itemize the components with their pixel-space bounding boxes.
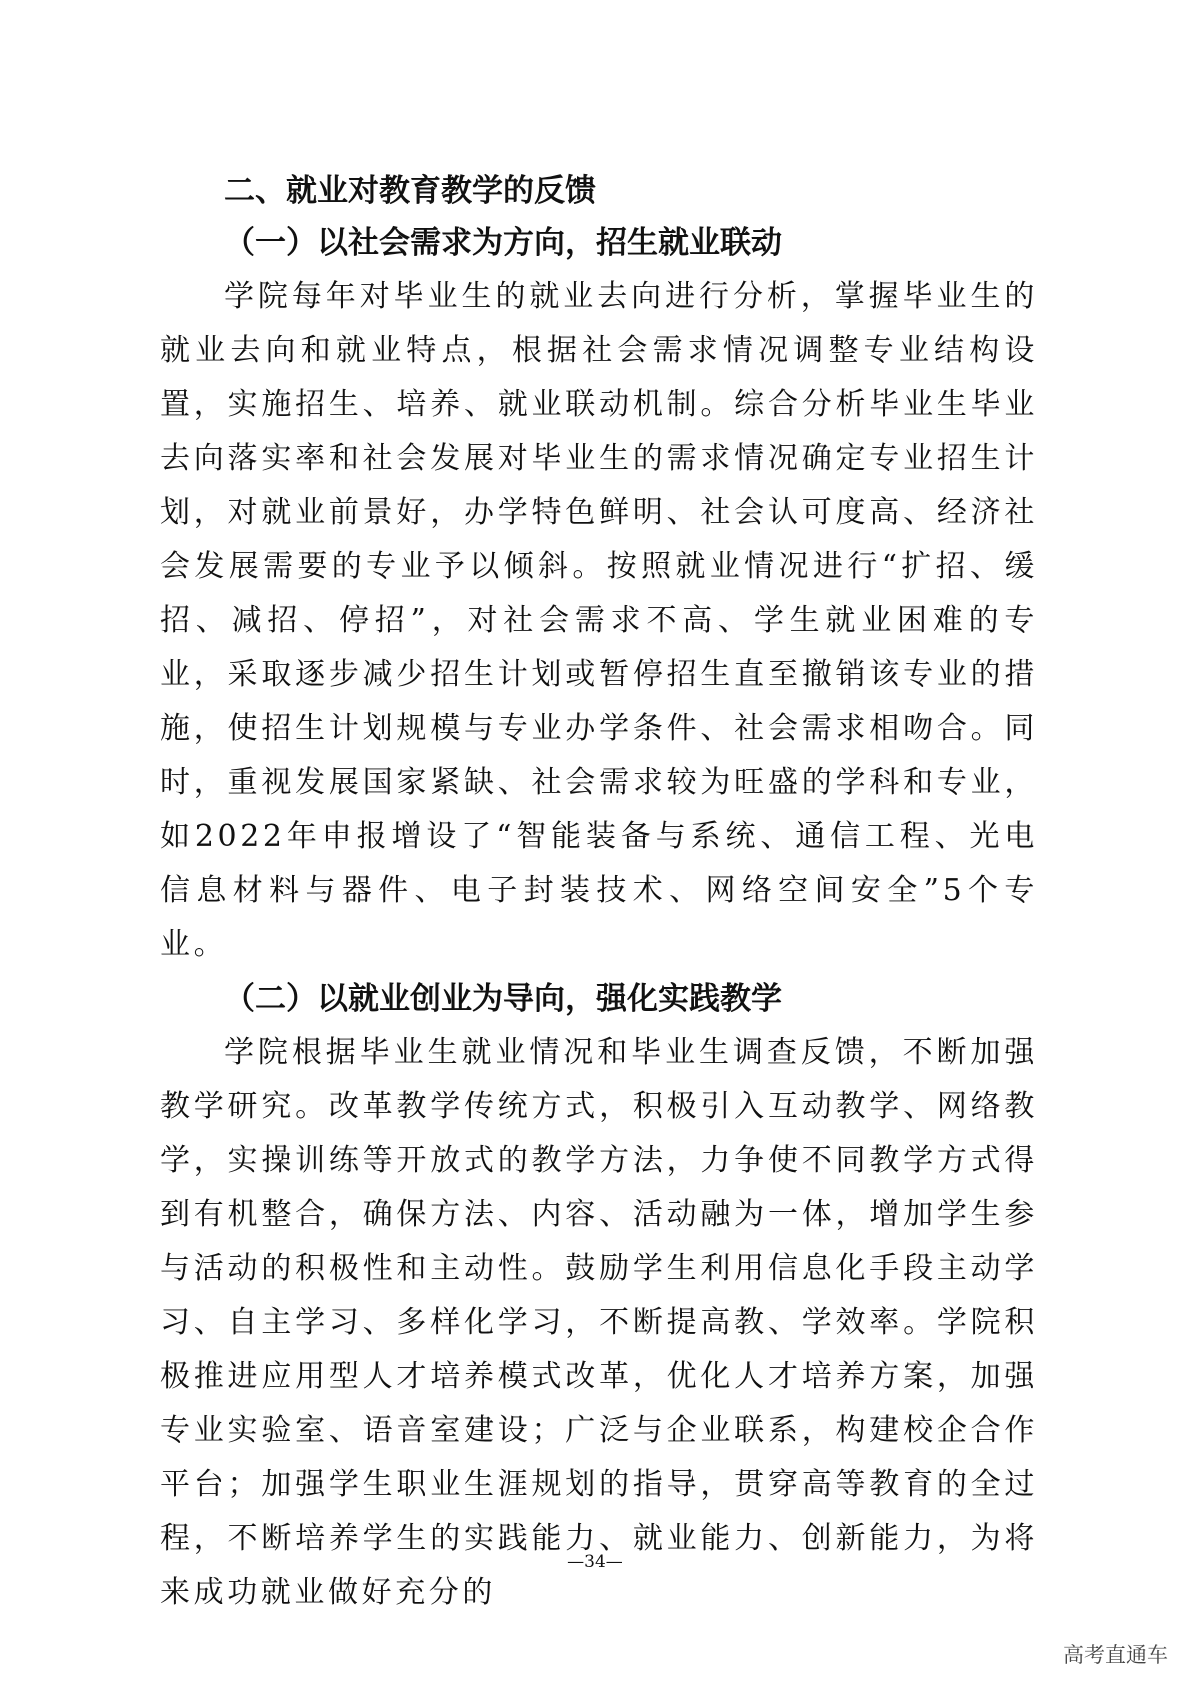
watermark: 高考直通车 — [1063, 1643, 1168, 1667]
subsection-2-paragraph: 学院根据毕业生就业情况和毕业生调查反馈，不断加强教学研究。改革教学传统方式，积极引入互动教学、网络教学，实操训练等开放式的教学方法，力争使不同教学方式得到有机整合，确保方法、内容、活动融为一体，增加学生参与活动的积极性和主动性。鼓励学生利用信息化手段主动学习、自主学习、多样化学习，不断提高教、学效率。学院积极推进应用型人才培养模式改革，优化人才培养方案，加强专业实验室、语音室建设；广泛与企业联系，构建校企合作平台；加强学生职业生涯规划的指导，贯穿高等教育的全过程，不断培养学生的实践能力、就业能力、创新能力，为将来成功就业做好充分的 — [160, 1035, 1038, 1610]
subsection-1-title: （一）以社会需求为方向，招生就业联动 — [224, 225, 782, 261]
page-content — [160, 166, 1038, 1620]
section-title: 二、就业对教育教学的反馈 — [224, 173, 596, 209]
subsection-2-title: （二）以就业创业为导向，强化实践教学 — [224, 981, 782, 1017]
subsection-1-paragraph: 学院每年对毕业生的就业去向进行分析，掌握毕业生的就业去向和就业特点，根据社会需求情况调整专业结构设置，实施招生、培养、就业联动机制。综合分析毕业生毕业去向落实率和社会发展对毕业生的需求情况确定专业招生计划，对就业前景好，办学特色鲜明、社会认可度高、经济社会发展需要的专业予以倾斜。按照就业情况进行“扩招、缓招、减招、停招”，对社会需求不高、学生就业困难的专业，采取逐步减少招生计划或暂停招生直至撤销该专业的措施，使招生计划规模与专业办学条件、社会需求相吻合。同时，重视发展国家紧缺、社会需求较为旺盛的学科和专业，如2022年申报增设了“智能装备与系统、通信工程、光电信息材料与器件、电子封装技术、网络空间安全”5个专业。 — [160, 279, 1038, 962]
page-number: —34— — [567, 1552, 623, 1572]
